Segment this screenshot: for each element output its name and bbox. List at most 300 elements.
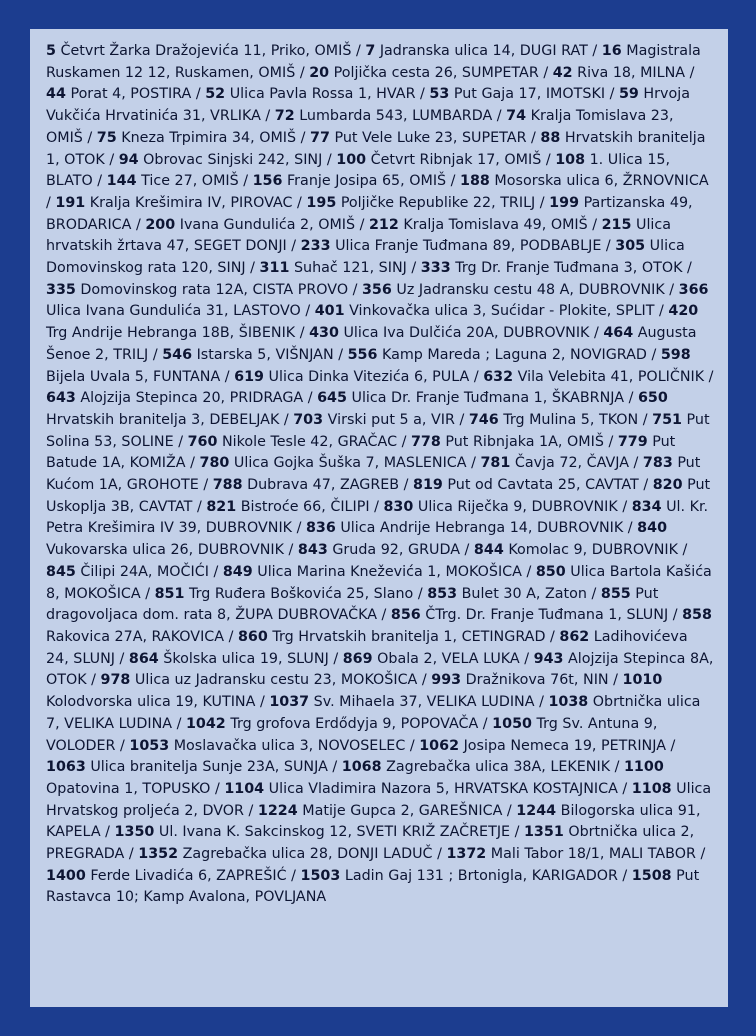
entry-number: 1108 bbox=[631, 780, 672, 797]
entry-address: Alojzija Stepinca 20, PRIDRAGA bbox=[80, 390, 304, 407]
entry-separator: / bbox=[526, 129, 541, 146]
entry-address: Moslavačka ulica 3, NOVOSELEC bbox=[173, 737, 406, 754]
entry-address: Obrtnička ulica 2, PREGRADA bbox=[46, 824, 695, 863]
entry-address: Bijela Uvala 5, FUNTANA bbox=[46, 368, 221, 385]
entry-separator: / bbox=[46, 194, 56, 211]
entry-separator: / bbox=[538, 64, 553, 81]
entry-address: Bistroće 66, ČILIPI bbox=[240, 498, 370, 515]
entry-address: Alojzija Stepinca 8A, OTOK bbox=[46, 650, 714, 689]
entry-number: 779 bbox=[617, 433, 648, 450]
address-list bbox=[46, 41, 714, 909]
entry-separator: / bbox=[603, 433, 618, 450]
entry-address: Komolac 9, DUBROVNIK bbox=[508, 542, 679, 559]
entry-number: 853 bbox=[427, 585, 458, 602]
entry-number: 1224 bbox=[257, 802, 298, 819]
entry-number: 401 bbox=[314, 303, 345, 320]
entry-number: 335 bbox=[46, 281, 76, 298]
entry-separator: / bbox=[286, 867, 301, 884]
entry-separator: / bbox=[303, 390, 318, 407]
entry-separator: / bbox=[351, 43, 366, 59]
entry-number: 850 bbox=[535, 563, 566, 580]
entry-number: 788 bbox=[212, 477, 243, 494]
entry-number: 1352 bbox=[138, 846, 179, 863]
entry-number: 72 bbox=[274, 108, 295, 125]
entry-number: 1400 bbox=[46, 867, 86, 884]
entry-address: Kralja Krešimira IV, PIROVAC bbox=[89, 194, 293, 211]
entry-separator: / bbox=[617, 498, 632, 515]
entry-address: Put Vele Luke 23, SUPETAR bbox=[334, 129, 527, 146]
entry-number: 59 bbox=[618, 86, 639, 103]
entry-address: Ulica Iva Dulčića 20A, DUBROVNIK bbox=[343, 325, 590, 342]
entry-number: 856 bbox=[390, 607, 421, 624]
address-entry bbox=[480, 455, 629, 471]
address-entry bbox=[309, 325, 589, 341]
address-entry bbox=[306, 520, 623, 536]
entry-address: Zagrebačka ulica 38A, LEKENIK bbox=[386, 759, 611, 776]
entry-address: Čavja 72, ČAVJA bbox=[514, 455, 630, 472]
address-entry bbox=[483, 369, 704, 385]
entry-separator: / bbox=[502, 802, 517, 819]
entry-separator: / bbox=[541, 151, 556, 168]
entry-address: Nikole Tesle 42, GRAČAC bbox=[221, 433, 398, 450]
entry-address: Poljička cesta 26, SUMPETAR bbox=[333, 64, 539, 81]
address-entry bbox=[431, 672, 608, 688]
address-entry bbox=[162, 347, 333, 363]
entry-separator: / bbox=[432, 846, 447, 863]
entry-number: 100 bbox=[336, 151, 367, 168]
entry-separator: / bbox=[244, 802, 258, 819]
entry-separator: / bbox=[589, 325, 604, 342]
entry-number: 598 bbox=[660, 346, 691, 363]
entry-address: Trg Mulina 5, TKON bbox=[503, 411, 639, 428]
entry-separator: / bbox=[292, 194, 307, 211]
entry-separator: / bbox=[417, 672, 432, 689]
entry-address: Franje Josipa 65, OMIŠ bbox=[287, 173, 447, 190]
entry-address: Trg Andrije Hebranga 18B, ŠIBENIK bbox=[46, 325, 296, 342]
address-entry bbox=[258, 803, 502, 819]
entry-address: Matije Gupca 2, GAREŠNICA bbox=[302, 802, 503, 819]
entry-number: 843 bbox=[297, 542, 328, 559]
entry-address: Opatovina 1, TOPUSKO bbox=[46, 780, 211, 797]
entry-separator: / bbox=[397, 433, 411, 450]
entry-separator: / bbox=[492, 108, 507, 125]
entry-separator: / bbox=[192, 498, 207, 515]
entry-number: 94 bbox=[118, 151, 139, 168]
address-entry bbox=[46, 564, 209, 580]
entry-separator: / bbox=[208, 563, 223, 580]
entry-separator: / bbox=[328, 650, 343, 667]
entry-address: Vukovarska ulica 26, DUBROVNIK bbox=[46, 542, 285, 559]
entry-address: Ulica branitelja Sunje 23A, SUNJA bbox=[90, 759, 328, 776]
entry-address: Suhač 121, SINJ bbox=[293, 260, 407, 277]
address-entry bbox=[293, 412, 455, 428]
entry-address: Vinkovačka ulica 3, Sućidar - Plokite, SPLIT bbox=[349, 303, 655, 320]
entry-separator: / bbox=[623, 520, 638, 537]
entry-number: 821 bbox=[206, 498, 237, 515]
entry-number: 1050 bbox=[492, 715, 532, 732]
entry-number: 44 bbox=[46, 86, 66, 103]
entry-number: 650 bbox=[637, 390, 668, 407]
entry-number: 855 bbox=[600, 585, 631, 602]
entry-separator: / bbox=[198, 477, 213, 494]
entry-address: Kamp Mareda ; Laguna 2, NOVIGRAD bbox=[381, 346, 647, 363]
address-entry bbox=[129, 738, 405, 754]
entry-address: Kneza Trpimira 34, OMIŠ bbox=[121, 129, 297, 146]
entry-number: 844 bbox=[473, 542, 504, 559]
address-entry bbox=[46, 390, 303, 406]
entry-number: 1351 bbox=[523, 824, 564, 841]
address-entry bbox=[46, 282, 348, 298]
entry-number: 333 bbox=[420, 260, 451, 277]
entry-address: Obala 2, VELA LUKA bbox=[377, 650, 520, 667]
entry-address: Ulica uz Jadransku cestu 23, MOKOŠICA bbox=[134, 672, 418, 689]
address-entry bbox=[107, 173, 239, 189]
entry-number: 978 bbox=[100, 672, 131, 689]
entry-address: Obrtnička ulica 7, VELIKA LUDINA bbox=[46, 694, 701, 732]
entry-number: 233 bbox=[300, 238, 331, 255]
entry-separator: / bbox=[255, 694, 270, 711]
address-entry bbox=[46, 759, 328, 775]
entry-number: 200 bbox=[145, 216, 176, 233]
entry-address: Ul. Kr. Petra Krešimira IV 39, DUBROVNIK bbox=[46, 498, 709, 537]
address-entry bbox=[200, 455, 467, 471]
entry-separator: / bbox=[295, 325, 310, 342]
address-entry bbox=[419, 738, 666, 754]
entry-address: Ulica Pavla Rossa 1, HVAR bbox=[229, 86, 416, 103]
entry-address: Ulica hrvatskih žrtava 47, SEGET DONJI bbox=[46, 216, 672, 255]
entry-separator: / bbox=[124, 846, 139, 863]
entry-separator: / bbox=[369, 498, 384, 515]
entry-address: Ivana Gundulića 2, OMIŠ bbox=[179, 216, 356, 233]
entry-separator: / bbox=[292, 520, 306, 537]
entry-separator: / bbox=[115, 650, 129, 667]
entry-separator: / bbox=[587, 43, 602, 59]
entry-separator: / bbox=[100, 824, 115, 841]
address-entry bbox=[446, 846, 695, 862]
entry-separator: / bbox=[654, 303, 669, 320]
entry-number: 1503 bbox=[300, 867, 341, 884]
address-entry bbox=[429, 86, 605, 102]
entry-number: 1068 bbox=[341, 759, 382, 776]
entry-number: 311 bbox=[259, 260, 290, 277]
entry-number: 1053 bbox=[129, 737, 170, 754]
entry-separator: / bbox=[624, 390, 638, 407]
entry-separator: / bbox=[478, 715, 493, 732]
entry-separator: / bbox=[210, 780, 225, 797]
entry-separator: / bbox=[327, 759, 342, 776]
entry-address: Partizanska 49, BRODARICA bbox=[46, 194, 693, 233]
address-entry bbox=[298, 542, 460, 558]
address-entry bbox=[46, 86, 191, 102]
entry-number: 834 bbox=[631, 498, 662, 515]
entry-number: 836 bbox=[305, 520, 336, 537]
entry-separator: / bbox=[454, 411, 469, 428]
entry-separator: / bbox=[521, 563, 536, 580]
entry-number: 1100 bbox=[623, 759, 664, 776]
entry-address: Lumbarda 543, LUMBARDA bbox=[299, 108, 493, 125]
entry-number: 556 bbox=[347, 346, 378, 363]
entry-address: Poljičke Republike 22, TRILJ bbox=[340, 194, 536, 211]
address-entry bbox=[369, 217, 588, 233]
entry-number: 16 bbox=[601, 43, 622, 59]
entry-address: Mosorska ulica 6, ŽRNOVNICA bbox=[494, 173, 709, 190]
address-entry bbox=[460, 173, 709, 189]
entry-address: Dražnikova 76t, NIN bbox=[465, 672, 609, 689]
address-entry bbox=[421, 260, 683, 276]
entry-address: Put Gaja 17, IMOTSKI bbox=[453, 86, 606, 103]
address-entry bbox=[213, 477, 399, 493]
entry-separator: / bbox=[535, 194, 550, 211]
entry-address: Trg Hrvatskih branitelja 1, CETINGRAD bbox=[272, 628, 546, 645]
entry-number: 746 bbox=[468, 411, 499, 428]
address-entry bbox=[348, 347, 647, 363]
entry-separator: / bbox=[185, 455, 200, 472]
entry-address: Ulica Domovinskog rata 120, SINJ bbox=[46, 238, 685, 277]
entry-separator: / bbox=[510, 824, 524, 841]
entry-separator: / bbox=[617, 867, 632, 884]
entry-separator: / bbox=[534, 694, 549, 711]
entry-number: 144 bbox=[106, 173, 137, 190]
address-entry bbox=[336, 152, 541, 168]
entry-number: 993 bbox=[431, 672, 462, 689]
entry-separator: / bbox=[629, 455, 643, 472]
entry-address: Put dragovoljaca dom. rata 8, ŽUPA DUBROVAČKA bbox=[46, 585, 659, 624]
entry-separator: / bbox=[86, 672, 101, 689]
entry-number: 1037 bbox=[269, 694, 310, 711]
entry-separator: / bbox=[460, 542, 474, 559]
address-entry bbox=[253, 173, 447, 189]
address-entry bbox=[101, 672, 418, 688]
entry-number: 778 bbox=[410, 433, 441, 450]
entry-separator: / bbox=[586, 585, 601, 602]
entry-number: 943 bbox=[533, 650, 564, 667]
entry-separator: / bbox=[131, 216, 146, 233]
address-entry bbox=[234, 369, 469, 385]
entry-separator: / bbox=[415, 86, 430, 103]
entry-separator: / bbox=[682, 260, 692, 277]
entry-number: 860 bbox=[237, 628, 268, 645]
entry-separator: / bbox=[646, 346, 661, 363]
address-entry bbox=[391, 607, 668, 623]
entry-number: 212 bbox=[368, 216, 399, 233]
entry-address: Ulica Gojka Šuška 7, MASLENICA bbox=[233, 455, 467, 472]
entry-number: 1244 bbox=[516, 802, 557, 819]
address-entry bbox=[383, 499, 617, 515]
address-entry bbox=[469, 412, 638, 428]
entry-separator: / bbox=[279, 411, 294, 428]
entry-number: 643 bbox=[46, 390, 76, 407]
entry-number: 1104 bbox=[224, 780, 265, 797]
entry-number: 1010 bbox=[622, 672, 663, 689]
entry-separator: / bbox=[245, 260, 260, 277]
entry-separator: / bbox=[355, 216, 369, 233]
entry-separator: / bbox=[148, 346, 163, 363]
entry-number: 781 bbox=[480, 455, 511, 472]
entry-separator: / bbox=[238, 173, 253, 190]
entry-number: 845 bbox=[46, 563, 76, 580]
entry-number: 52 bbox=[205, 86, 226, 103]
entry-address: Uz Jadransku cestu 48 A, DUBROVNIK bbox=[396, 281, 665, 298]
entry-address: Ulica Bartola Kašića 8, MOKOŠICA bbox=[46, 563, 712, 602]
entry-separator: / bbox=[173, 433, 188, 450]
entry-number: 851 bbox=[154, 585, 185, 602]
entry-number: 546 bbox=[162, 346, 193, 363]
entry-number: 156 bbox=[252, 173, 283, 190]
entry-number: 849 bbox=[222, 563, 253, 580]
entry-address: Trg Dr. Franje Tuđmana 3, OTOK bbox=[455, 260, 683, 277]
entry-address: Tice 27, OMIŠ bbox=[141, 173, 239, 190]
address-entry bbox=[317, 390, 624, 406]
entry-address: Kralja Tomislava 49, OMIŠ bbox=[403, 216, 588, 233]
entry-number: 1063 bbox=[46, 759, 86, 776]
entry-address: Mali Tabor 18/1, MALI TABOR bbox=[490, 846, 696, 863]
entry-address: Ulica Riječka 9, DUBROVNIK bbox=[417, 498, 618, 515]
entry-separator: / bbox=[587, 216, 602, 233]
entry-number: 1508 bbox=[631, 867, 672, 884]
entry-separator: / bbox=[300, 303, 315, 320]
entry-address: Hrvatskih branitelja 1, OTOK bbox=[46, 129, 706, 168]
entry-address: Put od Cavtata 25, CAVTAT bbox=[447, 477, 639, 494]
entry-address: Ladin Gaj 131 ; Brtonigla, KARIGADOR bbox=[344, 867, 618, 884]
entry-address: Put Solina 53, SOLINE bbox=[46, 411, 710, 450]
entry-separator: / bbox=[260, 108, 275, 125]
entry-number: 464 bbox=[603, 325, 634, 342]
address-entry bbox=[238, 629, 546, 645]
entry-address: Put Uskoplja 3B, CAVTAT bbox=[46, 477, 711, 515]
entry-number: 215 bbox=[601, 216, 632, 233]
address-entry bbox=[119, 152, 323, 168]
entry-address: Bilogorska ulica 91, KAPELA bbox=[46, 802, 701, 841]
entry-number: 840 bbox=[637, 520, 668, 537]
entry-address: Bulet 30 A, Zaton bbox=[461, 585, 587, 602]
entry-separator: / bbox=[191, 86, 206, 103]
entry-address: Dubrava 47, ZAGREB bbox=[247, 477, 400, 494]
entry-number: 75 bbox=[96, 129, 117, 146]
entry-address: Rakovica 27A, RAKOVICA bbox=[46, 628, 225, 645]
entry-separator: / bbox=[115, 737, 130, 754]
entry-number: 53 bbox=[429, 86, 450, 103]
entry-number: 108 bbox=[555, 151, 586, 168]
entry-separator: / bbox=[172, 715, 186, 732]
entry-number: 820 bbox=[652, 477, 683, 494]
address-entry bbox=[474, 542, 678, 558]
address-entry bbox=[206, 499, 369, 515]
address-entry bbox=[362, 282, 665, 298]
entry-address: Ulica Dr. Franje Tuđmana 1, ŠKABRNJA bbox=[351, 390, 625, 407]
address-entry bbox=[275, 108, 493, 124]
entry-address: Trg Ruđera Boškovića 25, Slano bbox=[188, 585, 414, 602]
entry-separator: / bbox=[695, 846, 706, 863]
address-list-panel bbox=[30, 29, 728, 1007]
entry-number: 862 bbox=[559, 628, 590, 645]
entry-address: Istarska 5, VIŠNJAN bbox=[196, 346, 334, 363]
address-entry bbox=[55, 195, 292, 211]
address-entry bbox=[155, 586, 414, 602]
entry-separator: / bbox=[296, 129, 310, 146]
entry-address: Riva 18, MILNA bbox=[577, 64, 686, 81]
address-entry bbox=[223, 564, 522, 580]
address-entry bbox=[553, 65, 685, 81]
entry-address: Ulica Hrvatskog proljeća 2, DVOR bbox=[46, 780, 712, 819]
entry-number: 780 bbox=[199, 455, 230, 472]
entry-number: 760 bbox=[187, 433, 218, 450]
entry-separator: / bbox=[519, 650, 534, 667]
entry-separator: / bbox=[405, 737, 420, 754]
entry-address: Ul. Ivana K. Sakcinskog 12, SVETI KRIŽ ZAČRETJE bbox=[158, 824, 511, 841]
entry-number: 191 bbox=[55, 194, 86, 211]
entry-address: Put Kućom 1A, GROHOTE bbox=[46, 455, 701, 494]
entry-address: Ulica Dinka Vitezića 6, PULA bbox=[268, 368, 470, 385]
entry-address: Jadranska ulica 14, DUGI RAT bbox=[379, 43, 588, 59]
address-entry bbox=[411, 434, 604, 450]
address-entry bbox=[310, 130, 527, 146]
entry-address: Četvrt Žarka Dražojevića 11, Priko, OMIŠ bbox=[60, 43, 352, 59]
entry-number: 305 bbox=[615, 238, 646, 255]
address-entry bbox=[129, 651, 329, 667]
entry-separator: / bbox=[224, 628, 238, 645]
address-entry bbox=[365, 43, 588, 59]
entry-number: 830 bbox=[383, 498, 414, 515]
address-entry bbox=[301, 238, 602, 254]
entry-number: 195 bbox=[306, 194, 337, 211]
entry-address: ČTrg. Dr. Franje Tuđmana 1, SLUNJ bbox=[425, 607, 669, 624]
entry-number: 5 bbox=[46, 43, 56, 59]
entry-separator: / bbox=[286, 238, 301, 255]
entry-number: 1372 bbox=[446, 846, 487, 863]
entry-number: 77 bbox=[310, 129, 330, 146]
address-entry bbox=[46, 868, 287, 884]
entry-address: Ferde Livadića 6, ZAPREŠIĆ bbox=[90, 867, 287, 884]
entry-separator: / bbox=[376, 607, 391, 624]
entry-number: 42 bbox=[552, 64, 573, 81]
address-entry bbox=[269, 694, 534, 710]
entry-number: 1042 bbox=[185, 715, 226, 732]
entry-separator: / bbox=[446, 173, 461, 190]
entry-separator: / bbox=[664, 281, 679, 298]
entry-number: 864 bbox=[128, 650, 159, 667]
entry-address: Sv. Mihaela 37, VELIKA LUDINA bbox=[313, 694, 535, 711]
entry-address: Školska ulica 19, SLUNJ bbox=[163, 650, 329, 667]
entry-separator: / bbox=[617, 780, 632, 797]
entry-address: Magistrala Ruskamen 12 12, Ruskamen, OMIŠ bbox=[46, 43, 701, 81]
entry-separator: / bbox=[469, 368, 484, 385]
address-entry bbox=[309, 65, 539, 81]
entry-address: Čilipi 24A, MOČIĆI bbox=[80, 563, 209, 580]
entry-separator: / bbox=[104, 151, 119, 168]
entry-number: 1038 bbox=[548, 694, 589, 711]
address-entry bbox=[224, 781, 618, 797]
entry-address: Ulica Ivana Gundulića 31, LASTOVO bbox=[46, 303, 301, 320]
entry-separator: / bbox=[140, 585, 155, 602]
address-entry bbox=[186, 716, 478, 732]
entry-number: 783 bbox=[642, 455, 673, 472]
address-entry bbox=[205, 86, 415, 102]
entry-address: Hrvoja Vukčića Hrvatinića 31, VRLIKA bbox=[46, 86, 690, 125]
address-entry bbox=[342, 759, 610, 775]
entry-address: Ulica Andrije Hebranga 14, DUBROVNIK bbox=[340, 520, 624, 537]
entry-number: 645 bbox=[317, 390, 347, 407]
entry-separator: / bbox=[92, 173, 107, 190]
entry-address: Vila Velebita 41, POLIČNIK bbox=[517, 368, 705, 385]
address-entry bbox=[145, 217, 355, 233]
address-entry bbox=[301, 868, 618, 884]
entry-separator: / bbox=[685, 64, 695, 81]
entry-number: 430 bbox=[309, 325, 339, 342]
entry-number: 858 bbox=[682, 607, 712, 624]
entry-number: 420 bbox=[668, 303, 699, 320]
entry-number: 1350 bbox=[114, 824, 155, 841]
entry-number: 619 bbox=[234, 368, 264, 385]
